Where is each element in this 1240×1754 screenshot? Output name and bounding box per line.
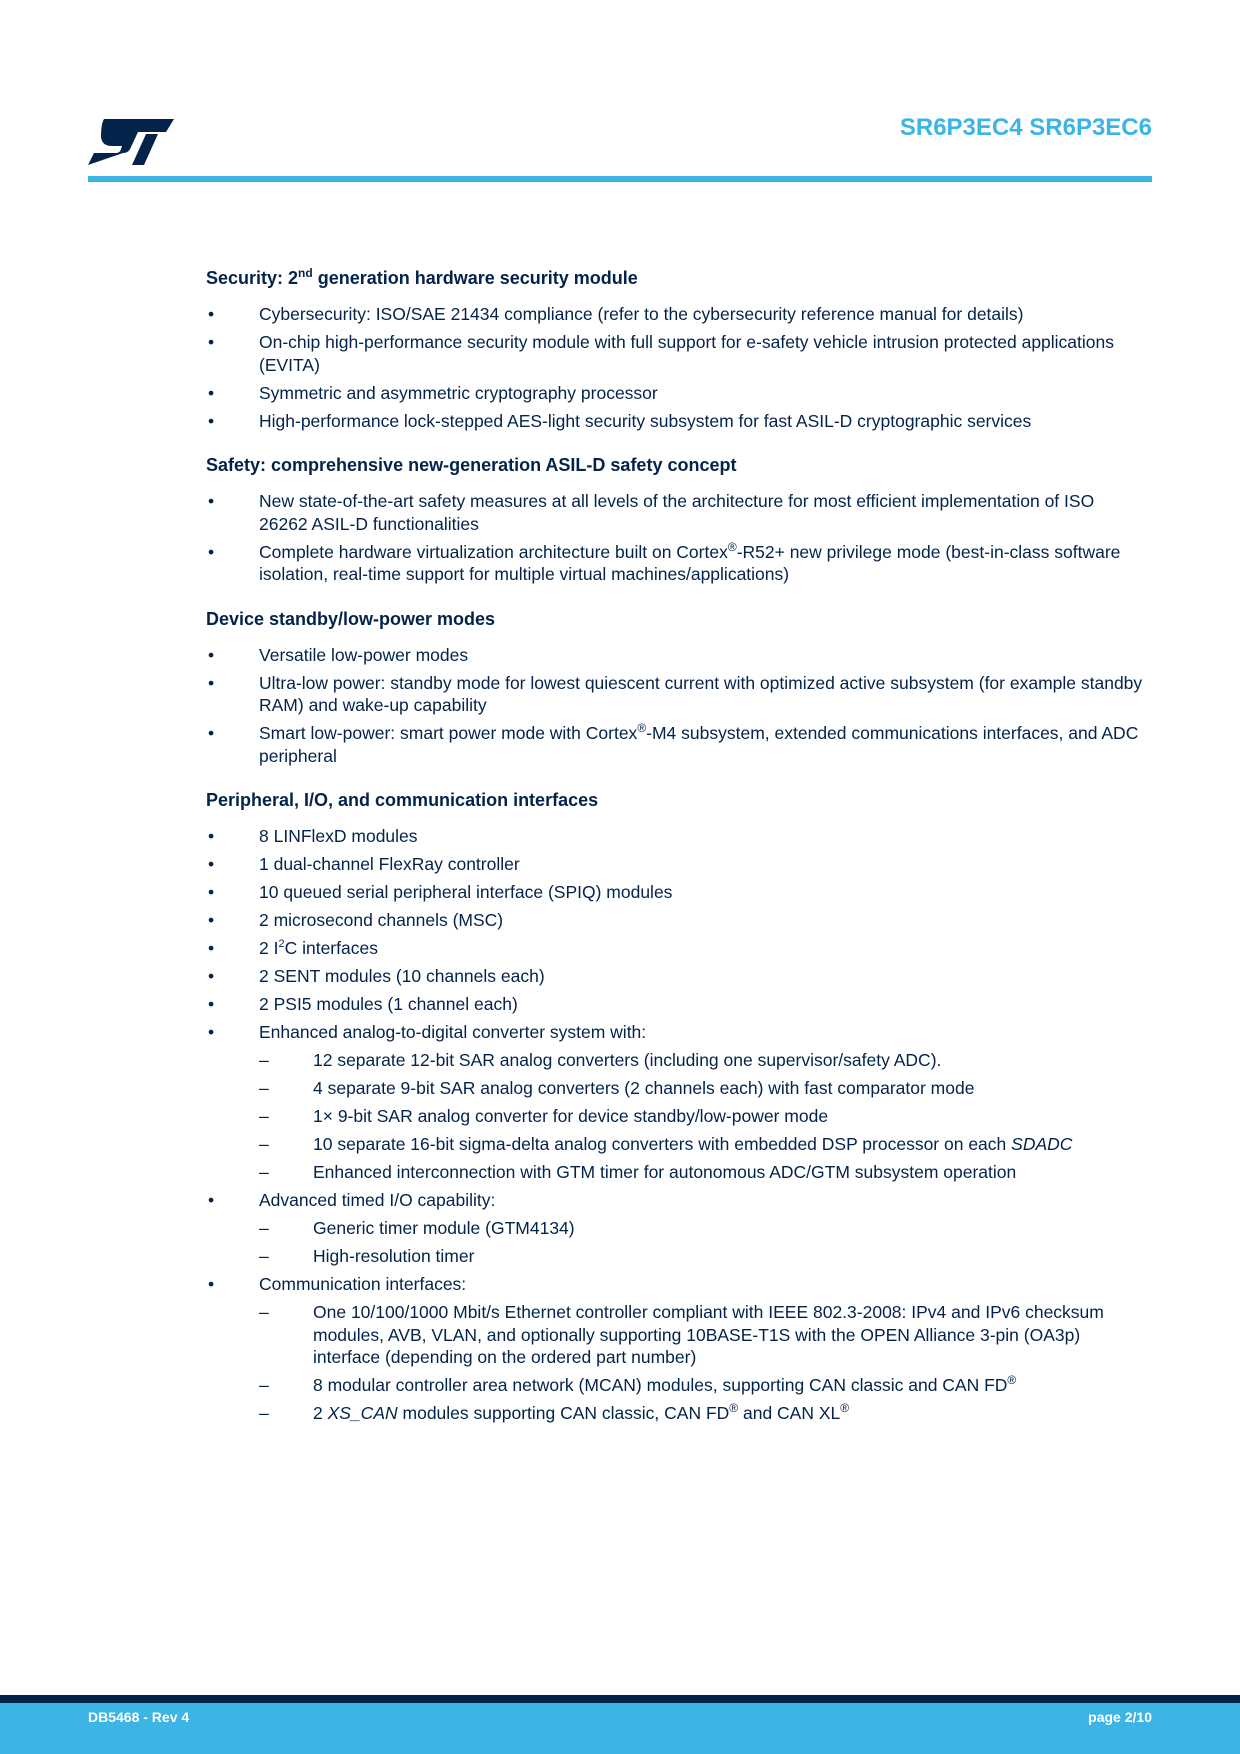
- list-item-text: 2: [313, 1403, 328, 1423]
- registered-mark: ®: [840, 1401, 850, 1416]
- st-logo-icon: [88, 118, 174, 166]
- list-item: [206, 722, 1146, 767]
- list-item: • Cybersecurity: ISO/SAE 21434 compliance (refer to the cybersecurity reference manual for details): [206, 303, 1146, 326]
- superscript: 2: [278, 938, 285, 951]
- section-heading-peripheral: Peripheral, I/O, and communication interfaces: [206, 790, 599, 810]
- list-item: • Versatile low-power modes: [206, 644, 1146, 667]
- comm-sublist: [259, 1301, 1146, 1425]
- sublist-item: – 1× 9-bit SAR analog converter for device standby/low-power mode: [259, 1105, 1146, 1128]
- sublist-item: – One 10/100/1000 Mbit/s Ethernet controller compliant with IEEE 802.3-2008: IPv4 and IPv6 checksum modules, AVB, VLAN, and optionally supporting 10BASE-T1S with the OPEN Alliance 3-pin (OA3p) interface (depending on the ordered part number): [259, 1301, 1146, 1369]
- sublist-item: [259, 1374, 1146, 1397]
- list-item-text: Advanced timed I/O capability:: [259, 1190, 496, 1210]
- list-item: • On-chip high-performance security module with full support for e-safety vehicle intrusion protected applications (EVITA): [206, 331, 1146, 376]
- list-item: • Symmetric and asymmetric cryptography processor: [206, 382, 1146, 405]
- registered-mark: ®: [727, 539, 737, 554]
- list-item-text: 10 separate 16-bit sigma-delta analog converters with embedded DSP processor on each: [313, 1134, 1012, 1154]
- registered-mark: ®: [729, 1401, 739, 1416]
- sublist-item: [259, 1402, 1146, 1425]
- list-item-text: -M4 subsystem, extended communications interfaces, and ADC peripheral: [259, 723, 1139, 766]
- standby-list: [206, 644, 1146, 768]
- security-list: [206, 303, 1146, 432]
- registered-mark: ®: [1007, 1373, 1017, 1388]
- heading-text: Security: 2: [206, 268, 299, 288]
- section-peripheral: [206, 787, 1146, 1425]
- footer-stripe: [0, 1695, 1240, 1703]
- emphasis-text: XS_CAN: [327, 1403, 398, 1423]
- sublist-item: [259, 1133, 1146, 1156]
- list-item-text: Complete hardware virtualization architecture built on Cortex: [259, 541, 728, 562]
- list-item: • 1 dual-channel FlexRay controller: [206, 853, 1146, 876]
- section-heading-safety: Safety: comprehensive new-generation ASIL-D safety concept: [206, 455, 737, 475]
- section-security: [206, 265, 1146, 432]
- list-item-text: modules supporting CAN classic, CAN FD: [397, 1403, 730, 1423]
- list-item: • 8 LINFlexD modules: [206, 825, 1146, 848]
- list-item: • 2 SENT modules (10 channels each): [206, 965, 1146, 988]
- list-item: • 2 microsecond channels (MSC): [206, 909, 1146, 932]
- list-item-text: 8 modular controller area network (MCAN) modules, supporting CAN classic and CAN FD: [313, 1375, 1008, 1395]
- list-item: • 10 queued serial peripheral interface (SPIQ) modules: [206, 881, 1146, 904]
- list-item: • Ultra-low power: standby mode for lowest quiescent current with optimized active subsystem (for example standby RAM) and wake-up capability: [206, 672, 1146, 717]
- sublist-item: – High-resolution timer: [259, 1245, 1146, 1268]
- sublist-item: – 4 separate 9-bit SAR analog converters (2 channels each) with fast comparator mode: [259, 1077, 1146, 1100]
- list-item-text: Enhanced analog-to-digital converter system with:: [259, 1022, 647, 1042]
- list-item: • 2 PSI5 modules (1 channel each): [206, 993, 1146, 1016]
- list-item-text: Smart low-power: smart power mode with Cortex: [259, 723, 638, 743]
- section-standby: [206, 606, 1146, 768]
- list-item: • New state-of-the-art safety measures at all levels of the architecture for most efficient implementation of ISO 26262 ASIL-D functionalities: [206, 490, 1146, 535]
- footer-page-number: page 2/10: [1088, 1709, 1152, 1725]
- list-item-timer: [206, 1189, 1146, 1268]
- timer-sublist: [259, 1217, 1146, 1268]
- list-item-text: -R52+ new privilege mode (best-in-class software isolation, real-time support for multiple virtual machines/applications): [259, 541, 1121, 584]
- header-rule: [88, 176, 1152, 182]
- section-heading-security: [206, 265, 1146, 291]
- heading-superscript: nd: [298, 266, 313, 280]
- footer-doc-id: DB5468 - Rev 4: [88, 1709, 190, 1725]
- list-item-text: and CAN XL: [738, 1403, 841, 1423]
- adc-sublist: [259, 1049, 1146, 1184]
- list-item-text: Communication interfaces:: [259, 1274, 467, 1294]
- heading-text: generation hardware security module: [312, 268, 638, 288]
- registered-mark: ®: [637, 721, 647, 736]
- list-item: [206, 937, 1146, 960]
- sublist-item: – Enhanced interconnection with GTM timer for autonomous ADC/GTM subsystem operation: [259, 1161, 1146, 1184]
- peripheral-list: [206, 825, 1146, 1425]
- document-title: SR6P3EC4 SR6P3EC6: [899, 114, 1152, 141]
- document-body: [206, 265, 1146, 1425]
- safety-list: [206, 490, 1146, 586]
- section-safety: [206, 452, 1146, 586]
- emphasis-text: SDADC: [1011, 1134, 1073, 1154]
- sublist-item: – Generic timer module (GTM4134): [259, 1217, 1146, 1240]
- list-item: • High-performance lock-stepped AES-light security subsystem for fast ASIL-D cryptographic services: [206, 410, 1146, 433]
- list-item-comm: [206, 1273, 1146, 1425]
- list-item: [206, 541, 1146, 586]
- list-item-adc: [206, 1021, 1146, 1184]
- sublist-item: – 12 separate 12-bit SAR analog converters (including one supervisor/safety ADC).: [259, 1049, 1146, 1072]
- section-heading-standby: Device standby/low-power modes: [206, 608, 496, 629]
- list-item-text: C interfaces: [284, 938, 378, 958]
- footer-bar: [0, 1703, 1240, 1754]
- list-item-text: 2 I: [259, 938, 279, 958]
